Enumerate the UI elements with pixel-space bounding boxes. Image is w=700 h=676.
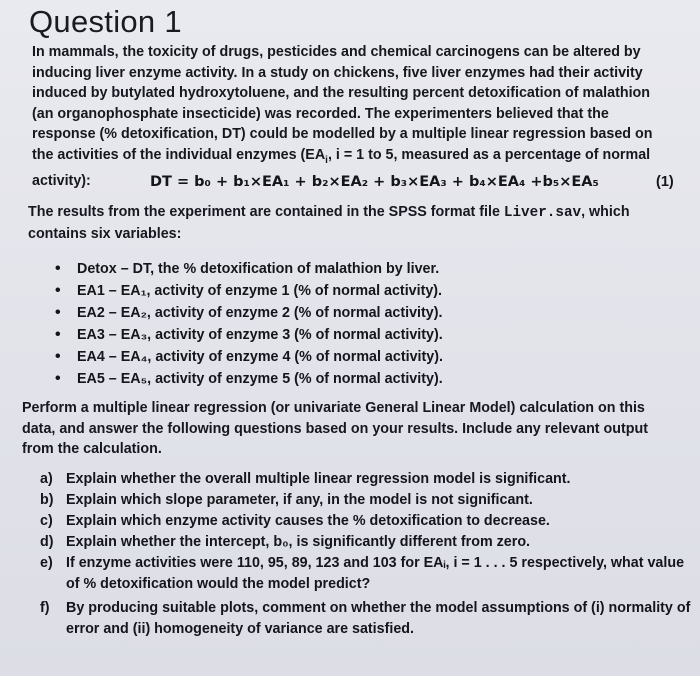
variable-item: • EA2 – EA₂, activity of enzyme 2 (% of normal activity). (43, 302, 443, 324)
question-text: Explain whether the intercept, b₀, is significantly different from zero. (66, 534, 531, 550)
question-emphasis: not (431, 492, 454, 508)
question-emphasis: decrease (483, 513, 546, 529)
question-marker: b) (40, 492, 54, 508)
question-item (40, 490, 700, 511)
intro-tail: , i = 1 to 5, measured as a percentage of normal activity): (32, 146, 651, 190)
variable-list (43, 258, 443, 390)
intro-text: In mammals, the toxicity of drugs, pesticides and chemical carcinogens can be altered by inducing liver enzyme activity. In a study on chickens, five liver enzymes had their activity induced by butylated hydroxytoluene, and the resulting percent detoxification of malathion (an organophosphate insecticide) was recorded. The experimenters believed that the response (% detoxification, DT) could be modelled by a multiple linear regression based on the activities of the individual enzymes (EA (32, 44, 653, 163)
question-text: If enzyme activities were 110, 95, 89, 123 and 103 for EAᵢ, i = 1 . . . 5 respectively, what value of % detoxification would the model predict? (66, 555, 685, 592)
question-list (40, 469, 700, 640)
variable-item: • EA1 – EA₁, activity of enzyme 1 (% of normal activity). (43, 280, 443, 302)
results-paragraph (28, 202, 668, 244)
question-text: By producing suitable plots, comment on whether the model assumptions of (i) normality of error and (ii) homogeneity of variance are satisfied. (66, 600, 691, 637)
intro-subscript: i (325, 154, 328, 166)
equation-number: (1) (656, 174, 674, 190)
results-text-post: , which contains six variables: (28, 204, 630, 242)
data-file-name: Liver.sav (503, 205, 582, 221)
question-item (40, 511, 700, 532)
question-marker: e) (40, 555, 53, 571)
question-item (40, 553, 700, 595)
variable-item: • EA3 – EA₃, activity of enzyme 3 (% of normal activity). (43, 324, 443, 346)
question-text-pre: Explain which slope parameter, if any, in the model is (66, 492, 432, 508)
question-marker: a) (40, 471, 53, 487)
question-item (40, 598, 700, 640)
question-title: Question 1 (29, 4, 182, 39)
question-text-pre: Explain which enzyme activity causes the % detoxification to (66, 513, 484, 529)
variable-item: • Detox – DT, the % detoxification of malathion by liver. (43, 258, 443, 280)
question-text-post: . (545, 513, 550, 529)
question-marker: d) (40, 534, 54, 550)
question-item (40, 532, 700, 553)
intro-paragraph (32, 42, 672, 192)
question-marker: c) (40, 513, 53, 529)
regression-equation: DT = b₀ + b₁×EA₁ + b₂×EA₂ + b₃×EA₃ + b₄×EA₄ +b₅×EA₅ (150, 174, 599, 190)
variable-item: • EA5 – EA₅, activity of enzyme 5 (% of normal activity). (43, 368, 443, 390)
results-text-pre: The results from the experiment are contained in the SPSS format file (28, 204, 504, 220)
question-marker: f) (40, 600, 50, 616)
instructions-paragraph: Perform a multiple linear regression (or univariate General Linear Model) calculation on this data, and answer the following questions based on your results. Include any relevant output from the calculation. (22, 400, 648, 458)
question-text-post: significant. (453, 492, 533, 508)
question-item (40, 469, 700, 490)
question-text: Explain whether the overall multiple linear regression model is significant. (66, 471, 571, 487)
variable-item: • EA4 – EA₄, activity of enzyme 4 (% of normal activity). (43, 346, 443, 368)
